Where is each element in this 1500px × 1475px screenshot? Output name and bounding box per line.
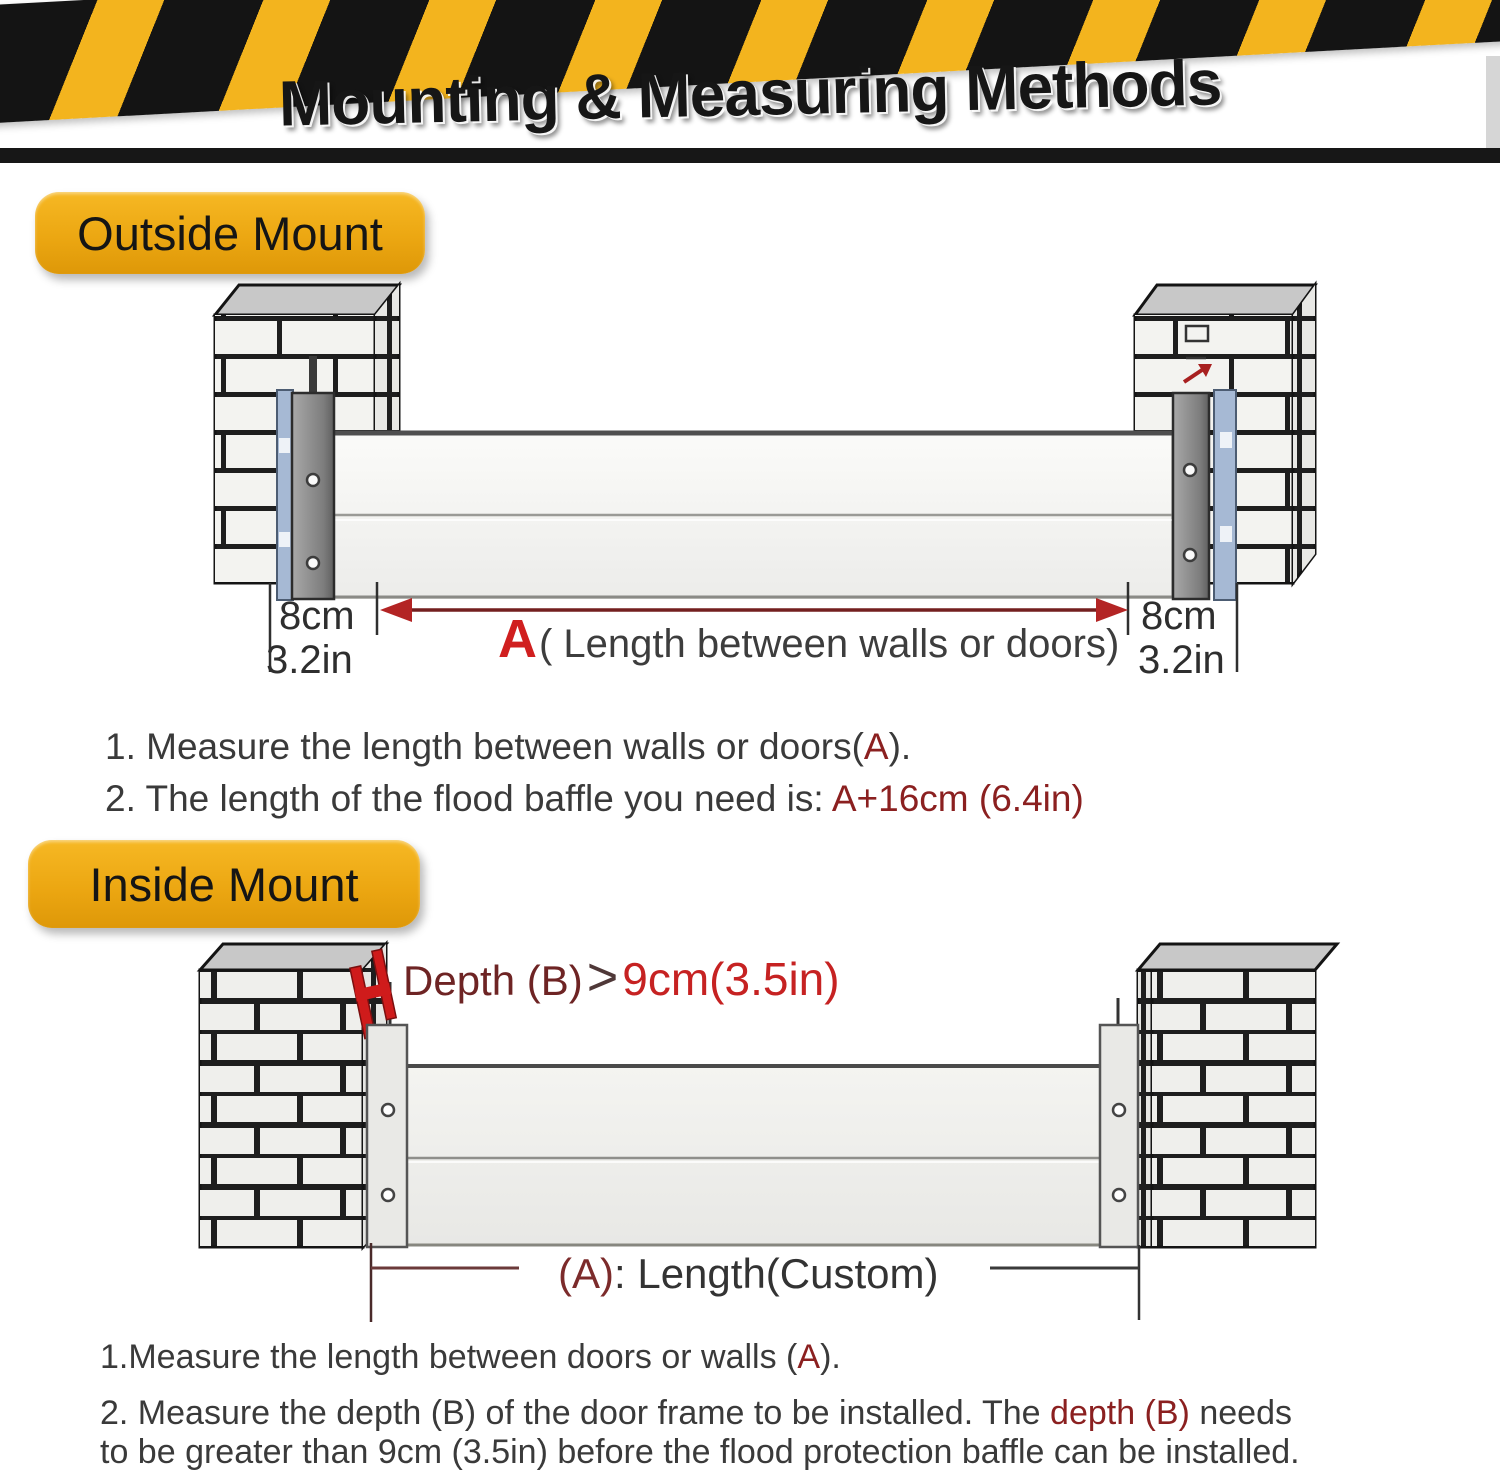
inside-step-1: 1.Measure the length between doors or walls (A). — [100, 1338, 841, 1376]
inside-length-text: : Length(Custom) — [614, 1250, 939, 1297]
depth-label: Depth (B) — [403, 957, 583, 1004]
greater-than-sign: > — [586, 947, 619, 1007]
outside-step-2: 2. The length of the flood baffle you need is: A+16cm (6.4in) — [105, 778, 1084, 819]
mounting-channel-right — [1173, 393, 1209, 599]
anchor-pin-left — [309, 356, 317, 394]
outside-left-cm: 8cm — [279, 594, 355, 638]
header — [0, 0, 1500, 175]
inside-step-2: 2. Measure the depth (B) of the door frame to be installed. The depth (B) needs to be greater than 9cm (3.5in) before the flood protection baffle can be installed. — [100, 1394, 1300, 1471]
outside-step-1: 1. Measure the length between walls or doors(A). — [105, 726, 912, 767]
page-title: Mounting & Measuring Methods — [278, 46, 1222, 140]
outside-length-A: A — [498, 609, 537, 669]
outside-length-text: ( Length between walls or doors) — [539, 622, 1120, 666]
inside-mount-badge — [28, 840, 420, 928]
flood-barrier-panels — [334, 432, 1172, 598]
inside-length-A: (A) — [558, 1250, 614, 1297]
right-brick-pillar-inside — [1118, 944, 1337, 1247]
outside-right-inch: 3.2in — [1138, 638, 1225, 682]
inside-length-label — [558, 1250, 938, 1298]
gasket-right — [1214, 390, 1236, 600]
inside-mount-badge-label: Inside Mount — [89, 857, 359, 911]
depth-value: 9cm(3.5in) — [622, 953, 840, 1005]
outside-right-cm: 8cm — [1141, 594, 1217, 638]
outside-mount-badge-label: Outside Mount — [77, 206, 383, 260]
outside-mount-badge — [35, 192, 425, 274]
mounting-channel-left-inside — [367, 1025, 407, 1247]
mounting-channel-right-inside — [1100, 1025, 1138, 1247]
outside-left-inch: 3.2in — [266, 638, 353, 682]
mounting-channel-left — [292, 356, 334, 599]
flood-barrier-panels-inside — [407, 1065, 1102, 1245]
depth-annotation — [403, 946, 840, 1008]
header-underline-bar — [0, 148, 1500, 163]
outside-length-label — [498, 608, 1119, 670]
gasket-left — [277, 390, 293, 600]
